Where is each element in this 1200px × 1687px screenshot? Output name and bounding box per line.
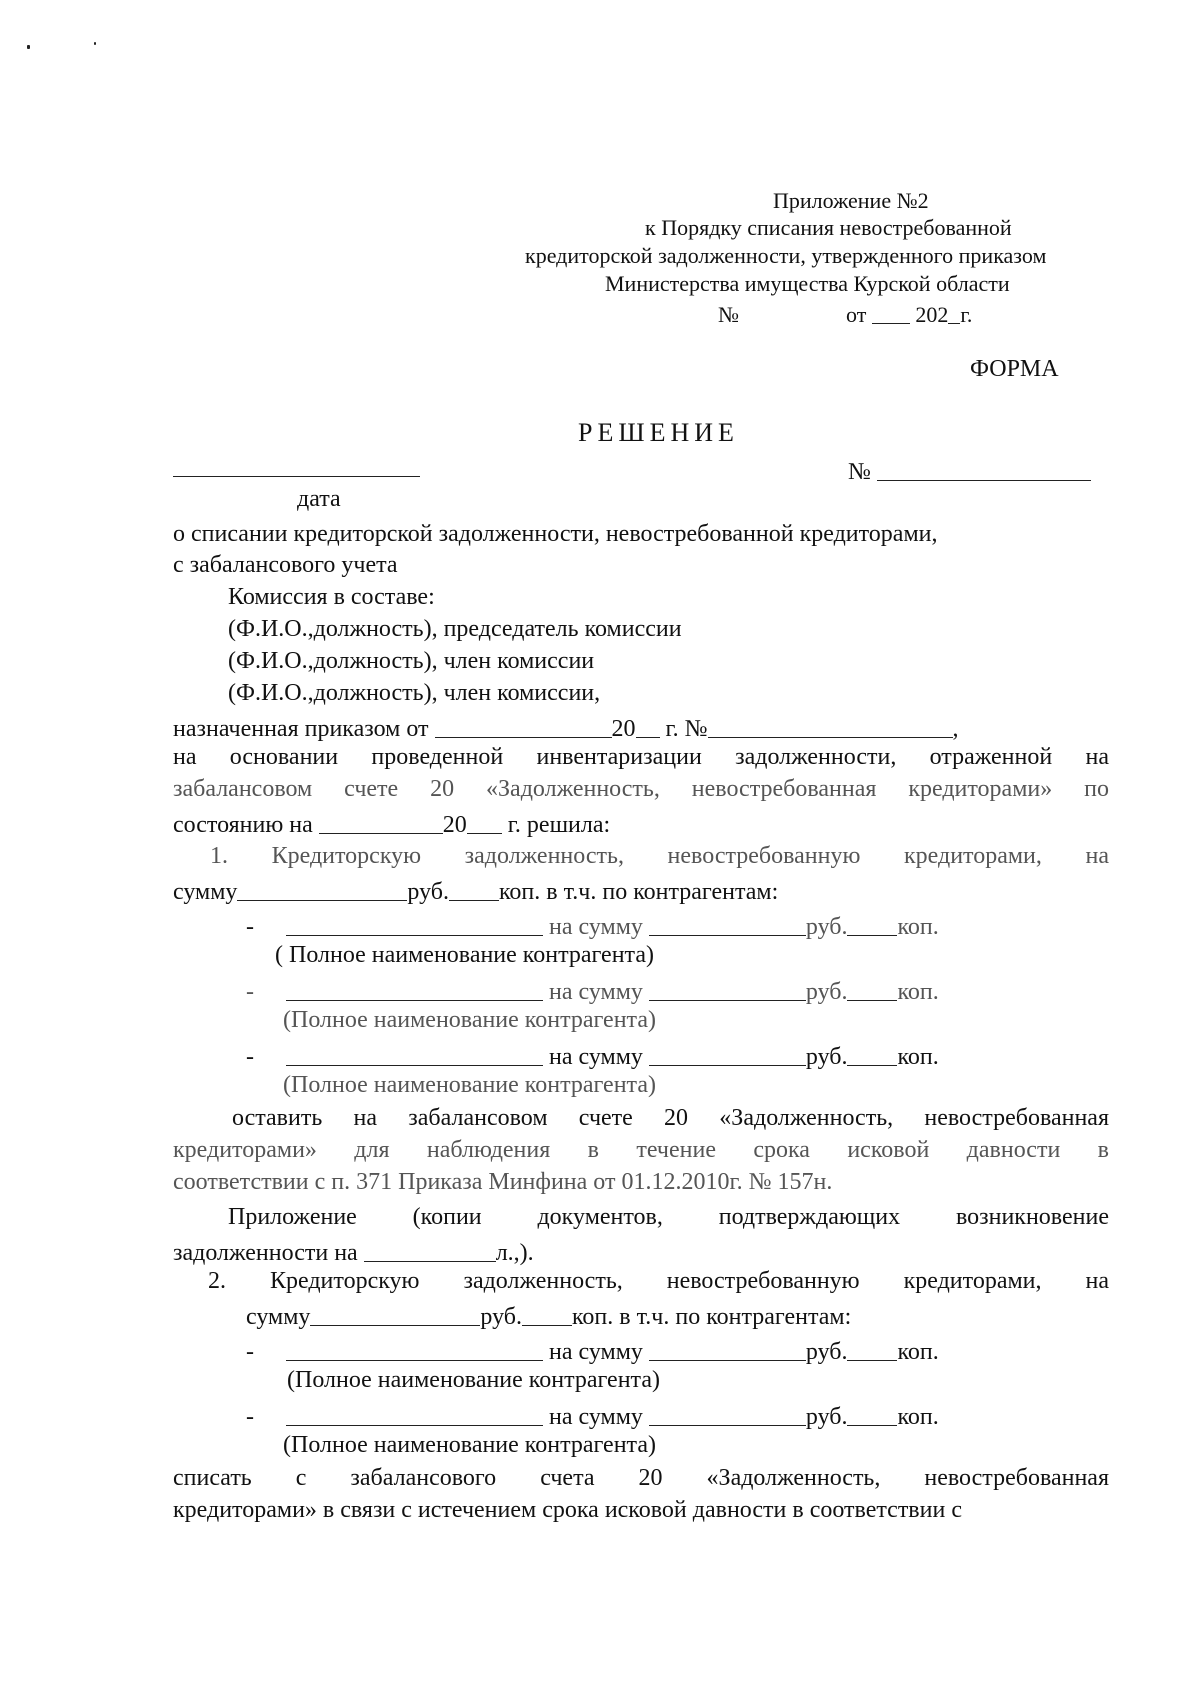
counterparty-row: - на сумму руб. коп. xyxy=(246,1401,939,1429)
writeoff-line-1: списать с забалансового счета 20 «Задолженность, невостребованная xyxy=(173,1465,1109,1491)
inventory-year-blank xyxy=(467,809,502,834)
counterparty-kop-blank xyxy=(847,1041,897,1066)
counterparty-name-blank xyxy=(286,1041,543,1066)
form-label: ФОРМА xyxy=(970,356,1059,382)
day-blank xyxy=(872,301,910,324)
counterparty-rub-blank xyxy=(649,976,806,1001)
appendix-number: Приложение №2 xyxy=(773,188,929,213)
counterparty-name-blank xyxy=(286,1401,543,1426)
appendix-line-4: Министерства имущества Курской области xyxy=(605,271,1010,296)
item-2-line-1: 2. Кредиторскую задолженность, невостребованную кредиторами, на xyxy=(208,1268,1109,1294)
number-sign: № xyxy=(848,459,871,485)
decision-number-blank xyxy=(877,456,1091,481)
counterparty-row: - на сумму руб. коп. xyxy=(246,911,939,939)
counterparty-kop-blank xyxy=(847,976,897,1001)
decision-number xyxy=(848,456,1091,484)
subject-line-1: о списании кредиторской задолженности, невостребованной кредиторами, xyxy=(173,521,938,547)
counterparty-kop-blank xyxy=(847,1401,897,1426)
item-1-sum-kop-blank xyxy=(449,876,499,901)
item-1-line-2: сумму руб. коп. в т.ч. по контрагентам: xyxy=(173,876,778,904)
commission-member-1: (Ф.И.О.,должность), член комиссии xyxy=(228,648,595,674)
counterparty-caption: ( Полное наименование контрагента) xyxy=(275,942,654,968)
inventory-date-blank xyxy=(319,809,443,834)
subject-line-2: с забалансового учета xyxy=(173,552,398,578)
counterparty-row: - на сумму руб. коп. xyxy=(246,1336,939,1364)
commission-chair: (Ф.И.О.,должность), председатель комиссии xyxy=(228,616,682,642)
counterparty-row: - на сумму руб. коп. xyxy=(246,1041,939,1069)
counterparty-row: - на сумму руб. коп. xyxy=(246,976,939,1004)
keep-line-3: соответствии с п. 371 Приказа Минфина от 01.12.2010г. № 157н. xyxy=(173,1169,833,1195)
counterparty-rub-blank xyxy=(649,1336,806,1361)
order-number-blank xyxy=(708,713,953,738)
item-2-sum-kop-blank xyxy=(522,1301,572,1326)
basis-line-1: на основании проведенной инвентаризации задолженности, отраженной на xyxy=(173,744,1109,770)
basis-line-3: состоянию на 20 г. решила: xyxy=(173,809,610,837)
document-title: РЕШЕНИЕ xyxy=(578,418,739,447)
commission-member-2: (Ф.И.О.,должность), член комиссии, xyxy=(228,680,601,706)
writeoff-line-2: кредиторами» в связи с истечением срока исковой давности в соответствии с xyxy=(173,1497,962,1523)
item-2-line-2: сумму руб. коп. в т.ч. по контрагентам: xyxy=(246,1301,851,1329)
counterparty-rub-blank xyxy=(649,1041,806,1066)
counterparty-caption: (Полное наименование контрагента) xyxy=(283,1432,656,1458)
appointed-line: назначенная приказом от 20 г. № , xyxy=(173,713,959,741)
attachment-pages-blank xyxy=(364,1237,496,1262)
counterparty-rub-blank xyxy=(649,911,806,936)
counterparty-name-blank xyxy=(286,976,543,1001)
scan-speck xyxy=(27,45,30,49)
commission-intro: Комиссия в составе: xyxy=(228,584,435,610)
appendix-line-2: к Порядку списания невостребованной xyxy=(645,215,1012,240)
counterparty-caption: (Полное наименование контрагента) xyxy=(287,1367,660,1393)
appendix-line-5: № от 202 г. xyxy=(718,302,973,327)
item-1-sum-rub-blank xyxy=(237,876,407,901)
order-date-blank xyxy=(435,713,612,738)
counterparty-name-blank xyxy=(286,1336,543,1361)
keep-line-1: оставить на забалансовом счете 20 «Задолженность, невостребованная xyxy=(232,1105,1109,1131)
counterparty-name-blank xyxy=(286,911,543,936)
number-sign: № xyxy=(718,302,739,327)
keep-line-2: кредиторами» для наблюдения в течение срока исковой давности в xyxy=(173,1137,1109,1163)
order-year-blank xyxy=(636,713,660,738)
item-1-line-1: 1. Кредиторскую задолженность, невостребованную кредиторами, на xyxy=(210,843,1109,869)
date-caption: дата xyxy=(297,486,341,512)
counterparty-rub-blank xyxy=(649,1401,806,1426)
from-label: от xyxy=(846,302,867,327)
counterparty-caption: (Полное наименование контрагента) xyxy=(283,1072,656,1098)
scan-speck xyxy=(94,42,96,45)
counterparty-kop-blank xyxy=(847,1336,897,1361)
attachment-line-1: Приложение (копии документов, подтверждающих возникновение xyxy=(228,1204,1109,1230)
item-2-sum-rub-blank xyxy=(310,1301,480,1326)
attachment-line-2: задолженности на л.,). xyxy=(173,1237,534,1265)
counterparty-caption: (Полное наименование контрагента) xyxy=(283,1007,656,1033)
year-blank xyxy=(948,301,960,324)
appendix-line-3: кредиторской задолженности, утвержденного приказом xyxy=(525,243,1047,268)
counterparty-kop-blank xyxy=(847,911,897,936)
basis-line-2: забалансовом счете 20 «Задолженность, невостребованная кредиторами» по xyxy=(173,776,1109,802)
date-blank xyxy=(173,452,420,477)
